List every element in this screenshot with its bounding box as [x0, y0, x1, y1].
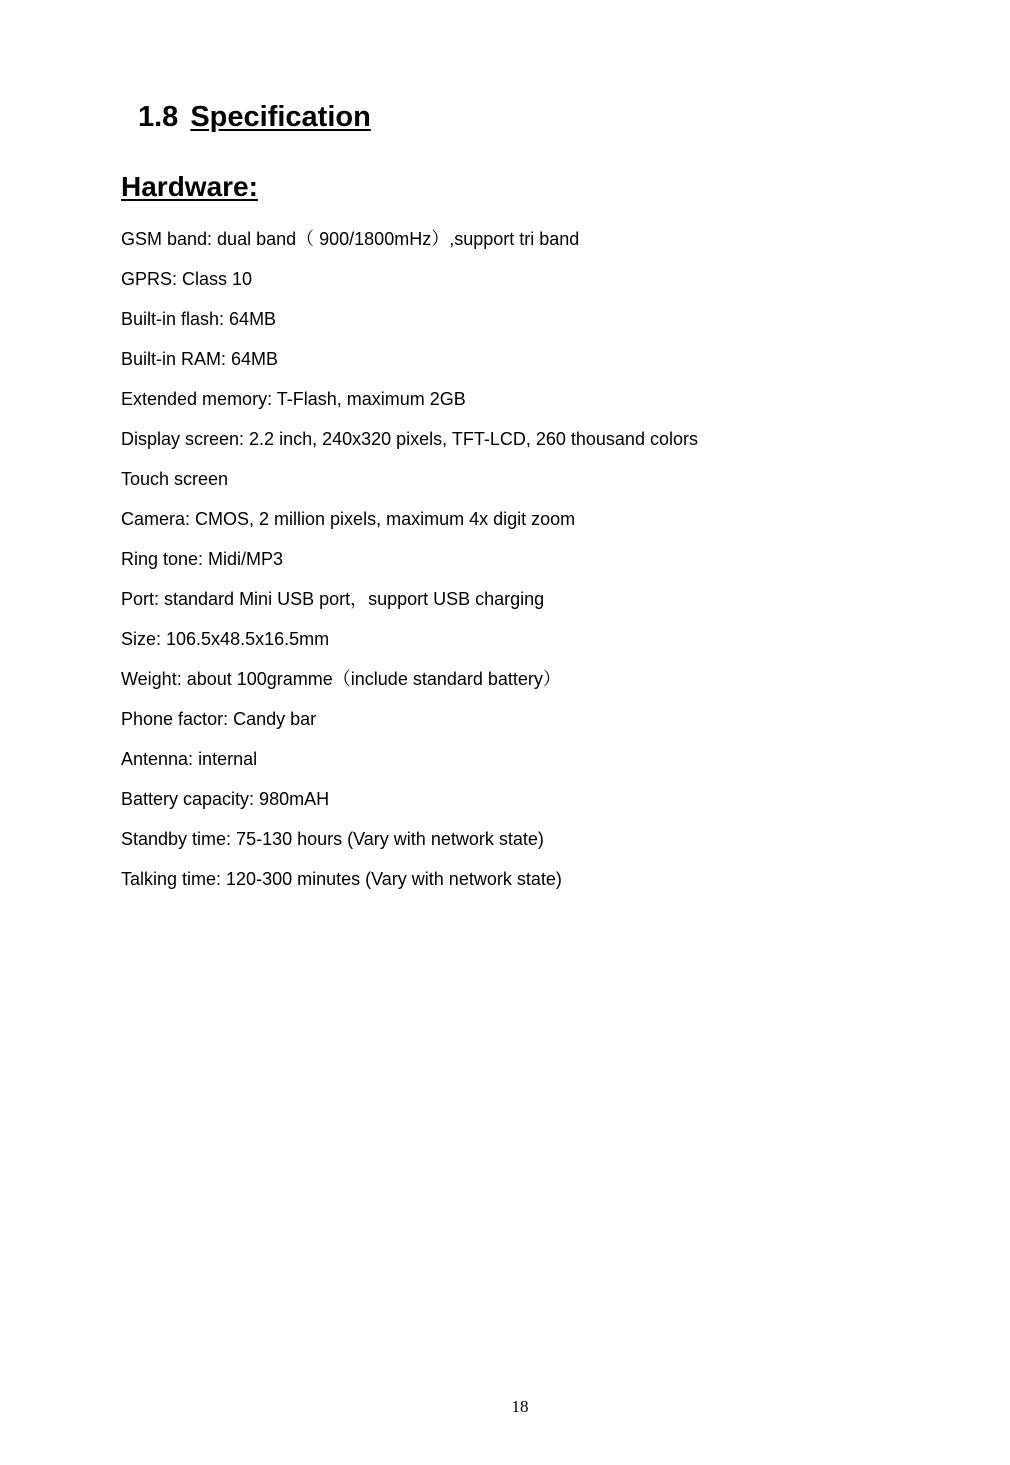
spec-talking-time: Talking time: 120-300 minutes (Vary with network state): [121, 869, 562, 889]
spec-battery-capacity: Battery capacity: 980mAH: [121, 789, 330, 809]
spec-built-in-ram: Built-in RAM: 64MB: [121, 349, 279, 369]
spec-ring-tone: Ring tone: Midi/MP3: [121, 549, 284, 569]
spec-extended-memory: Extended memory: T-Flash, maximum 2GB: [121, 389, 466, 409]
section-number: 1.8: [138, 101, 179, 133]
spec-gsm-band: GSM band: dual band（ 900/1800mHz）,support tri band: [121, 229, 580, 249]
spec-camera: Camera: CMOS, 2 million pixels, maximum 4x digit zoom: [121, 509, 576, 529]
hardware-subheading: Hardware:: [121, 171, 258, 202]
spec-standby-time: Standby time: 75-130 hours (Vary with network state): [121, 829, 544, 849]
hardware-spec-list: [121, 226, 698, 906]
page-number: 18: [511, 1397, 529, 1416]
section-title: Specification: [190, 101, 371, 133]
section-heading: [138, 100, 371, 134]
spec-port: Port: standard Mini USB port，support USB charging: [121, 589, 545, 609]
spec-weight: Weight: about 100gramme（include standard battery）: [121, 669, 561, 689]
spec-size: Size: 106.5x48.5x16.5mm: [121, 629, 330, 649]
spec-built-in-flash: Built-in flash: 64MB: [121, 309, 277, 329]
spec-antenna: Antenna: internal: [121, 749, 258, 769]
spec-display-screen: Display screen: 2.2 inch, 240x320 pixels, TFT-LCD, 260 thousand colors: [121, 429, 698, 449]
spec-phone-factor: Phone factor: Candy bar: [121, 709, 317, 729]
spec-gprs: GPRS: Class 10: [121, 269, 253, 289]
spec-touch-screen: Touch screen: [121, 469, 229, 489]
